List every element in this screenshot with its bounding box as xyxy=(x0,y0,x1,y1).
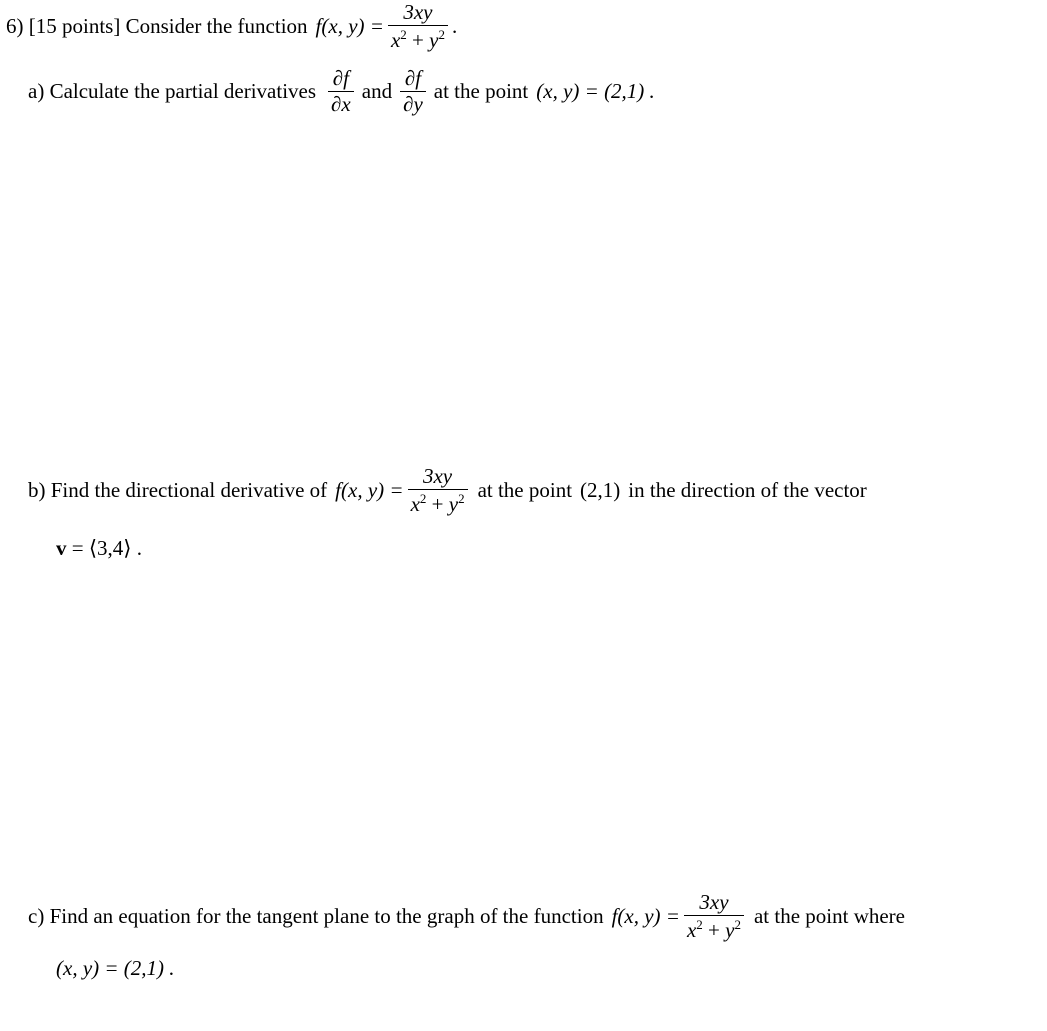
partial-y-fraction: $\frac{\partial f}{\partial y}$ xyxy=(400,68,426,115)
part-b xyxy=(28,466,867,515)
part-b-fraction: $\frac{3xy}{x^2 + y^2}$ xyxy=(408,466,468,515)
function-fraction xyxy=(388,2,448,51)
function-denominator: $x^2 + y^2$ xyxy=(388,25,448,51)
vector-value: = ⟨3,4⟩ . xyxy=(66,536,142,560)
part-b-vector xyxy=(56,536,142,561)
part-a-tail: at the point xyxy=(433,79,529,103)
part-b-tail2: in the direction of the vector xyxy=(628,478,867,502)
part-a-and: and xyxy=(361,79,393,103)
vector-symbol: v xyxy=(56,536,67,560)
part-c-point-line xyxy=(56,956,175,981)
part-b-lhs: f(x, y) = xyxy=(335,478,404,502)
function-trailing: . xyxy=(451,14,458,38)
function-numerator: 3xy xyxy=(403,0,433,24)
part-c-fraction: $\frac{3xy}{x^2 + y^2}$ xyxy=(684,892,744,941)
part-c xyxy=(28,892,905,941)
partial-x-fraction: $\frac{\partial f}{\partial x}$ xyxy=(328,68,354,115)
part-a-point: (x, y) = (2,1) . xyxy=(536,79,655,103)
part-b-point: (2,1) xyxy=(580,478,621,502)
part-c-tail: at the point where xyxy=(753,904,905,928)
function-lhs: f(x, y) = xyxy=(315,14,384,38)
part-b-tail: at the point xyxy=(477,478,573,502)
part-c-label: c) Find an equation for the tangent plane to the graph of the function xyxy=(28,904,604,928)
part-c-lhs: f(x, y) = xyxy=(611,904,680,928)
problem-header xyxy=(6,2,457,51)
part-b-label: b) Find the directional derivative of xyxy=(28,478,328,502)
part-a xyxy=(28,68,655,115)
problem-header-text: 6) [15 points] Consider the function xyxy=(6,14,308,38)
part-c-point: (x, y) = (2,1) . xyxy=(56,956,175,980)
part-a-label: a) Calculate the partial derivatives xyxy=(28,79,317,103)
